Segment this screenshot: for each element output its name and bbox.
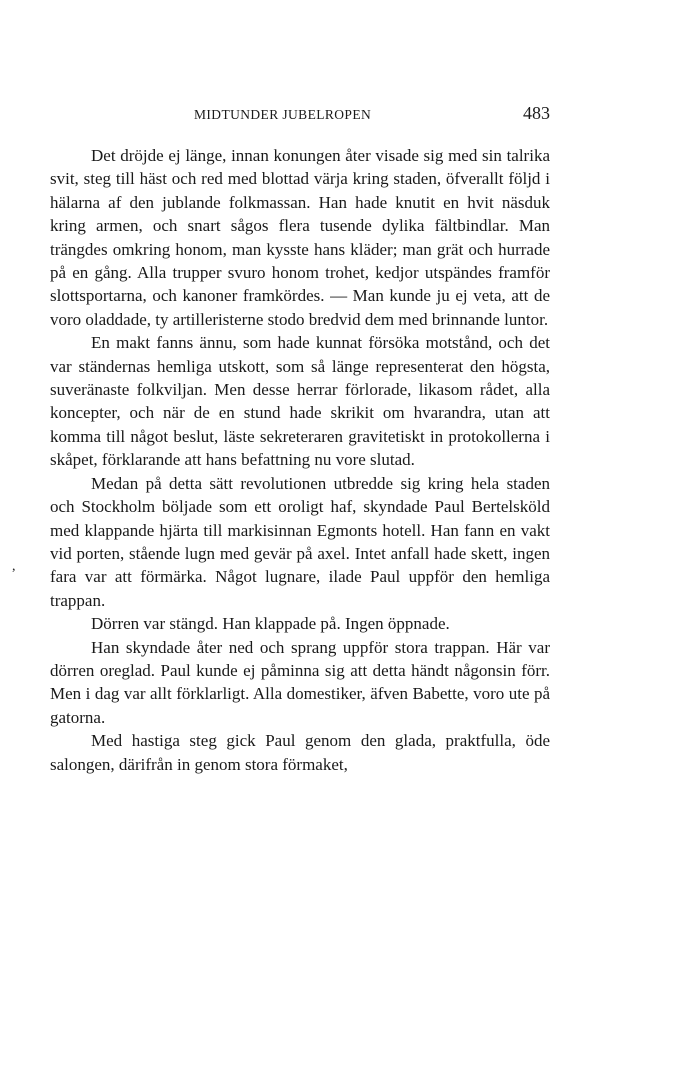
running-title: MIDTUNDER JUBELROPEN [194,107,372,122]
margin-mark: , [12,559,16,574]
paragraph: Han skyndade åter ned och sprang uppför stora trappan. Här var dörren oreglad. Paul kunde ej påminna sig att detta händt någonsin förr. Men i dag var allt förklarligt. Alla domestiker, äfven Babette, voro ute på gatorna. [50,637,550,727]
paragraph: Det dröjde ej länge, innan konungen åter visade sig med sin talrika svit, steg till häst och red med blottad värja kring staden, öfverallt följd i hälarna af den jublande folkmassan. Han hade knutit en hvit näsduk kring armen, och snart sågos flera tusende dylika fältbindlar. Man trängdes omkring honom, man kysste hans kläder; man grät och hurrade på en gång. Alla trupper svuro honom trohet, kedjor utspändes framför slottsportarna, och kanoner framkördes. — Man kunde ju ej veta, att de voro oladdade, ty artilleristerne stodo bredvid dem med brinnande luntor. [50,146,550,329]
page-number: 483 [523,103,550,123]
paragraph: Dörren var stängd. Han klappade på. Ingen öppnade. [91,614,450,634]
paragraph: Medan på detta sätt revolutionen utbredde sig kring hela staden och Stockholm böljade som ett oroligt haf, skyndade Paul Bertelsköld med klappande hjärta till markisinnan Egmonts hotell. Han fann en vakt vid porten, stående lugn med gevär på axel. Intet anfall hade skett, ingen fara var att förmärka. Något lugnare, ilade Paul uppför den hemliga trappan. [50,473,550,610]
paragraph: Med hastiga steg gick Paul genom den glada, praktfulla, öde salongen, därifrån in genom stora förmaket, [50,731,550,774]
body-text [50,144,550,776]
running-head [50,104,550,126]
paragraph: En makt fanns ännu, som hade kunnat försöka motstånd, och det var ständernas hemliga utskott, som så länge representerat den högsta, suveränaste folkviljan. Men desse herrar förlorade, likasom rådet, alla koncepter, och när de en stund hade skrikit om hvarandra, utan att komma till något beslut, läste sekreteraren gravitetiskt in protokollerna i skåpet, förklarande att hans befattning nu vore slutad. [50,333,550,470]
